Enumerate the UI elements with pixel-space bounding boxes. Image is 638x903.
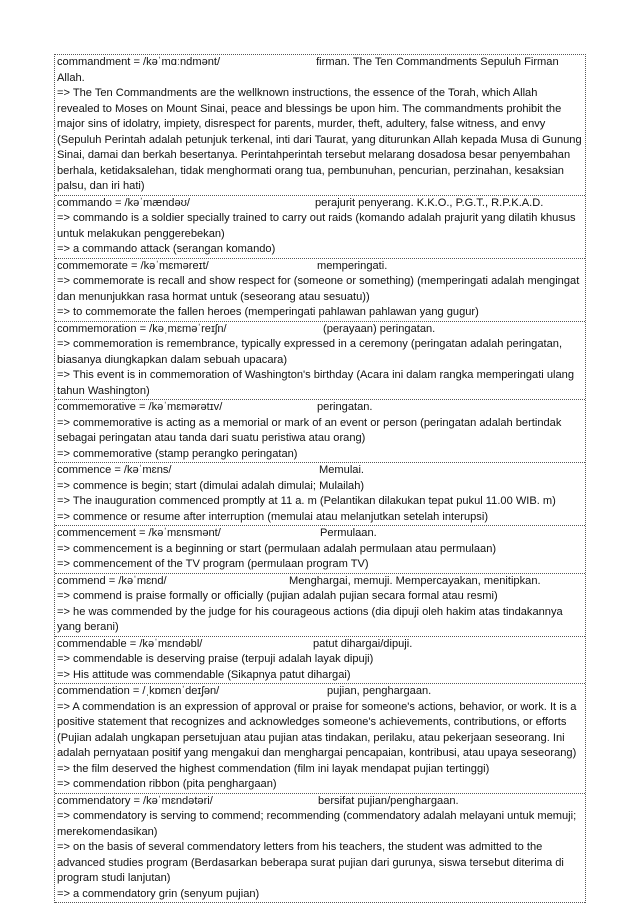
example-line: => commando is a soldier specially trained to carry out raids (komando adalah prajurit yang dilatih khusus untuk melakukan penggerebekan) — [57, 212, 576, 240]
example-line: => a commendatory grin (senyum pujian) — [57, 887, 260, 900]
entry-head — [57, 574, 583, 590]
translation: bersifat pujian/penghargaan. — [318, 794, 459, 807]
example-line: => a commando attack (serangan komando) — [57, 243, 276, 255]
example-line: => commend is praise formally or officially (pujian adalah pujian secara formal atau resmi) — [57, 590, 498, 602]
headword: commando = /kəˈmændəʊ/ — [57, 196, 191, 209]
example-line: => The Ten Commandments are the wellknown instructions, the essence of the Torah, which Allah revealed to Moses on Mount Sinai, peace and blessings be upon him. The commandments prohibit the major sins of idolatry, impiety, disrespect for parents, murder, theft, adultery, false witness, and envy (Sepuluh Perintah adalah petunjuk terkenal, inti dari Taurat, yang diturunkan Allah kepada Musa di Gunung Sinai, damai dan berkah besertanya. Perintahperintah tersebut melarang dosadosa besar penyembahan berhala, ketidaksalehan, tidak menghormati orang tua, pembunuhan, pencurian, perzinahan, kesaksian palsu, dan iri hati) — [57, 87, 582, 192]
entry-head — [57, 794, 583, 810]
entry-head — [57, 259, 583, 275]
entry-head — [57, 400, 583, 416]
entry-head — [57, 322, 583, 338]
entry-commend — [55, 574, 585, 637]
entry-commence — [55, 463, 585, 526]
headword: commendable = /kəˈmɛndəbl/ — [57, 637, 203, 650]
translation: peringatan. — [317, 401, 373, 413]
example-line: => on the basis of several commendatory letters from his teachers, the student was admitted to the advanced studies program (Berdasarkan beberapa surat pujian dari gurunya, siswa tersebut diterima di program studi lanjutan) — [57, 841, 564, 884]
example-line: => commendable is deserving praise (terpuji adalah layak dipuji) — [57, 653, 374, 665]
entry-head — [57, 526, 583, 542]
example-line: => commencement is a beginning or start (permulaan adalah permulaan atau permulaan) — [57, 542, 497, 555]
entry-commemorative — [55, 400, 585, 463]
entry-commandment — [55, 55, 585, 196]
translation: Menghargai, memuji. Mempercayakan, menitipkan. — [289, 574, 541, 587]
entry-commemorate — [55, 259, 585, 322]
entry-head — [57, 55, 583, 86]
translation: perajurit penyerang. K.K.O., P.G.T., R.P.K.A.D. — [315, 196, 544, 209]
headword: commendation = /ˌkɒmɛnˈdeɪʃən/ — [57, 685, 220, 697]
example-line: => to commemorate the fallen heroes (memperingati pahlawan pahlawan yang gugur) — [57, 306, 479, 318]
example-line: => commence is begin; start (dimulai adalah dimulai; Mulailah) — [57, 479, 365, 492]
translation: pujian, penghargaan. — [327, 685, 432, 697]
example-line: => commendation ribbon (pita penghargaan) — [57, 778, 277, 790]
entry-commencement — [55, 526, 585, 574]
example-line: => commencement of the TV program (permulaan program TV) — [57, 558, 369, 570]
headword: commandment = /kəˈmɑːndmənt/ — [57, 56, 221, 68]
headword: commemoration = /kəˌmɛməˈreɪʃn/ — [57, 322, 227, 335]
example-line: => A commendation is an expression of approval or praise for someone's actions, behavior, or work. It is a positive statement that recognizes and acknowledges someone's achievements, contributions, or efforts (Pujian adalah ungkapan persetujuan atau pujian atas tindakan, perilaku, atau pekerjaan seseorang. Ini adalah pernyataan positif yang mengakui dan menghargai pencapaian, kontribusi, atau upaya seseorang) — [57, 700, 577, 759]
example-line: => the film deserved the highest commendation (film ini layak mendapat pujian tertinggi) — [57, 762, 490, 775]
example-line: => commemorative (stamp perangko peringatan) — [57, 447, 298, 460]
translation: Memulai. — [319, 464, 365, 476]
headword: commence = /kəˈmɛns/ — [57, 464, 172, 476]
example-line: => he was commended by the judge for his courageous actions (dia dipuji oleh hakim atas tindakannya yang berani) — [57, 605, 563, 633]
example-line: => The inauguration commenced promptly at 11 a. m (Pelantikan dilakukan tepat pukul 11.00 WIB. m) — [57, 495, 556, 507]
translation: (perayaan) peringatan. — [323, 322, 436, 335]
entry-head — [57, 463, 583, 479]
headword: commend = /kəˈmɛnd/ — [57, 574, 167, 587]
entry-commando — [55, 196, 585, 259]
example-line: => His attitude was commendable (Sikapnya patut dihargai) — [57, 668, 351, 681]
translation: firman. The Ten Commandments Sepuluh Firman Allah. — [57, 56, 559, 84]
entry-commendation — [55, 684, 585, 794]
dictionary-page — [54, 54, 586, 903]
entry-head — [57, 684, 583, 700]
headword: commemorate = /kəˈmɛməreɪt/ — [57, 259, 209, 272]
entry-commemoration — [55, 322, 585, 401]
entry-head — [57, 196, 583, 212]
example-line: => commemorate is recall and show respect for (someone or something) (memperingati adalah mengingat dan menunjukkan rasa hormat untuk (seseorang atau sesuatu)) — [57, 275, 580, 303]
headword: commendatory = /kəˈmɛndətəri/ — [57, 794, 213, 807]
entry-commendatory — [55, 794, 585, 903]
entry-commendable — [55, 637, 585, 685]
example-line: => commemoration is remembrance, typically expressed in a ceremony (peringatan adalah peringatan, biasanya diungkapkan dalam sebuah upacara) — [57, 338, 563, 366]
example-line: => commemorative is acting as a memorial or mark of an event or person (peringatan adalah bertindak sebagai peringatan atau tanda dari suatu peristiwa atau orang) — [57, 416, 562, 444]
example-line: => commence or resume after interruption (memulai atau melanjutkan setelah interupsi) — [57, 510, 489, 523]
translation: memperingati. — [317, 259, 388, 272]
headword: commencement = /kəˈmɛnsmənt/ — [57, 527, 221, 539]
headword: commemorative = /kəˈmɛmərətɪv/ — [57, 401, 223, 413]
example-line: => This event is in commemoration of Washington's birthday (Acara ini dalam rangka memperingati ulang tahun Washington) — [57, 369, 574, 397]
entry-head — [57, 637, 583, 653]
example-line: => commendatory is serving to commend; recommending (commendatory adalah melayani untuk memuji; merekomendasikan) — [57, 810, 577, 838]
translation: patut dihargai/dipuji. — [313, 637, 413, 650]
translation: Permulaan. — [320, 527, 377, 539]
